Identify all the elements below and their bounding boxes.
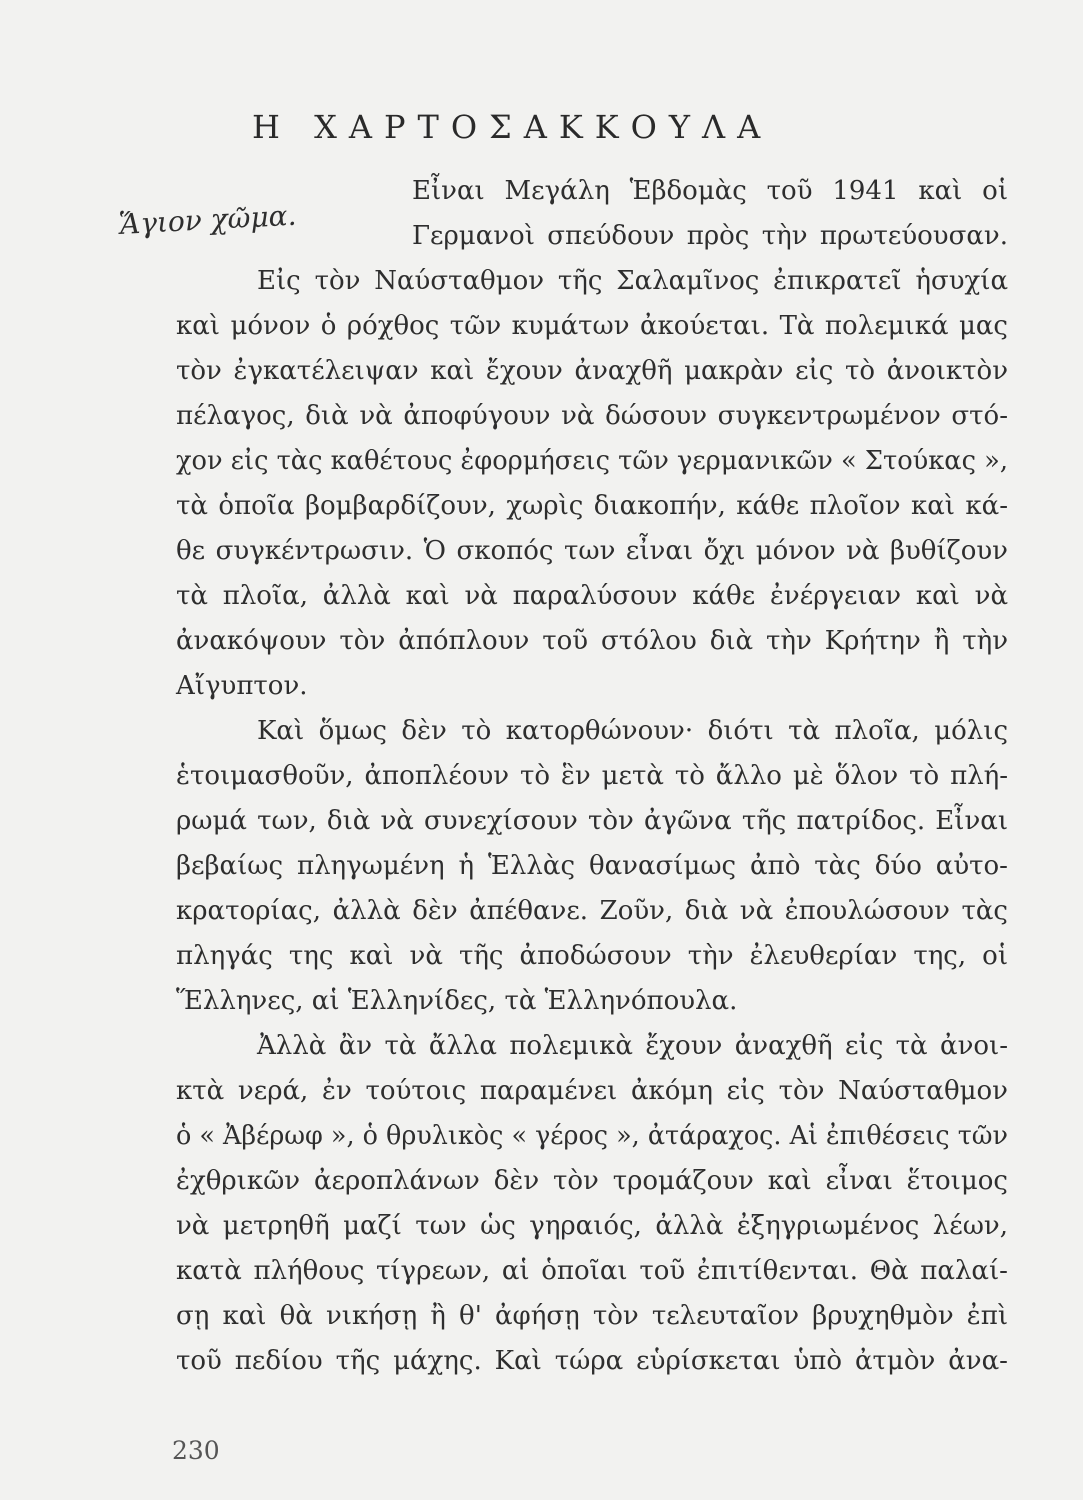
text-line: πέλαγος, διὰ νὰ ἀποφύγουν νὰ δώσουν συγκεντρωμένον στό- (176, 401, 1008, 431)
marginal-note: Ἅγιον χῶμα. (118, 198, 298, 241)
text-line: κρατορίας, ἀλλὰ δὲν ἀπέθανε. Ζοῦν, διὰ νὰ ἐπουλώσουν τὰς (176, 896, 1008, 926)
text-line: τὰ ὁποῖα βομβαρδίζουν, χωρὶς διακοπήν, κάθε πλοῖον καὶ κά- (176, 491, 1009, 521)
text-line: κτὰ νερά, ἐν τούτοις παραμένει ἀκόμη εἰς τὸν Ναύσταθμον (176, 1076, 1008, 1106)
text-line: Ἀλλὰ ἂν τὰ ἄλλα πολεμικὰ ἔχουν ἀναχθῆ εἰς τὰ ἀνοι- (257, 1031, 1009, 1061)
text-line: Ἕλληνες, αἱ Ἑλληνίδες, τὰ Ἑλληνόπουλα. (176, 986, 738, 1016)
text-line: ὁ « Ἀβέρωφ », ὁ θρυλικὸς « γέρος », ἀτάραχος. Αἱ ἐπιθέσεις τῶν (176, 1121, 1009, 1151)
text-line: πληγάς της καὶ νὰ τῆς ἀποδώσουν τὴν ἐλευθερίαν της, οἱ (176, 941, 1009, 971)
page-number: 230 (172, 1436, 220, 1465)
text-line: Εἶναι Μεγάλη Ἑβδομὰς τοῦ 1941 καὶ οἱ (412, 176, 1009, 206)
text-line: τοῦ πεδίου τῆς μάχης. Καὶ τώρα εὑρίσκεται ὑπὸ ἀτμὸν ἀνα- (176, 1346, 1008, 1376)
text-line: κατὰ πλήθους τίγρεων, αἱ ὁποῖαι τοῦ ἐπιτίθενται. Θὰ παλαί- (176, 1256, 1008, 1286)
text-line: ρωμά των, διὰ νὰ συνεχίσουν τὸν ἀγῶνα τῆς πατρίδος. Εἶναι (176, 806, 1009, 836)
text-line: ἀνακόψουν τὸν ἀπόπλουν τοῦ στόλου διὰ τὴν Κρήτην ἢ τὴν (176, 626, 1008, 656)
text-line: Καὶ ὅμως δὲν τὸ κατορθώνουν· διότι τὰ πλοῖα, μόλις (257, 716, 1009, 746)
chapter-title: Η ΧΑΡΤΟΣΑΚΚΟΥΛΑ (252, 108, 773, 146)
text-line: τὸν ἐγκατέλειψαν καὶ ἔχουν ἀναχθῆ μακρὰν εἰς τὸ ἀνοικτὸν (176, 356, 1009, 386)
text-line: καὶ μόνον ὁ ρόχθος τῶν κυμάτων ἀκούεται. Τὰ πολεμικά μας (176, 311, 1008, 341)
text-line: Εἰς τὸν Ναύσταθμον τῆς Σαλαμῖνος ἐπικρατεῖ ἡσυχία (257, 266, 1009, 296)
text-line: Γερμανοὶ σπεύδουν πρὸς τὴν πρωτεύουσαν. (412, 221, 1008, 251)
text-line: σῃ καὶ θὰ νικήσῃ ἢ θ' ἀφήσῃ τὸν τελευταῖον βρυχηθμὸν ἐπὶ (176, 1301, 1009, 1331)
text-line: νὰ μετρηθῆ μαζί των ὡς γηραιός, ἀλλὰ ἐξηγριωμένος λέων, (176, 1211, 1008, 1241)
text-line: χον εἰς τὰς καθέτους ἐφορμήσεις τῶν γερμανικῶν « Στούκας », (176, 446, 1008, 476)
text-line: τὰ πλοῖα, ἀλλὰ καὶ νὰ παραλύσουν κάθε ἐνέργειαν καὶ νὰ (176, 581, 1009, 611)
text-line: Αἴγυπτον. (176, 671, 308, 701)
text-line: ἑτοιμασθοῦν, ἀποπλέουν τὸ ἓν μετὰ τὸ ἄλλο μὲ ὅλον τὸ πλή- (176, 761, 1009, 791)
text-line: ἐχθρικῶν ἀεροπλάνων δὲν τὸν τρομάζουν καὶ εἶναι ἕτοιμος (176, 1166, 1008, 1196)
text-line: βεβαίως πληγωμένη ἡ Ἑλλὰς θανασίμως ἀπὸ τὰς δύο αὐτο- (176, 851, 1008, 881)
text-line: θε συγκέντρωσιν. Ὁ σκοπός των εἶναι ὄχι μόνον νὰ βυθίζουν (176, 536, 1008, 566)
